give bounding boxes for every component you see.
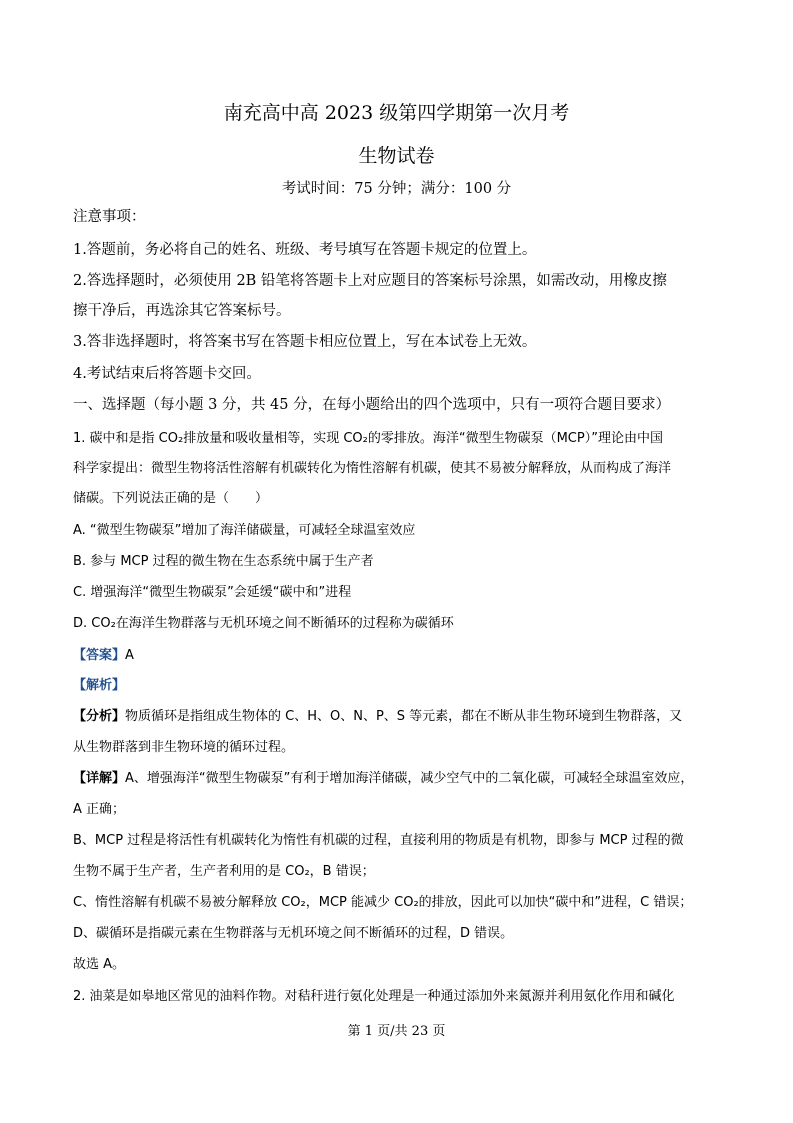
- xiangjie-text: C、惰性溶解有机碳不易被分解释放 CO₂，MCP 能减少 CO₂的排放，因此可以加快“碳中和”进程，C 错误；: [73, 895, 693, 910]
- notice-item: 1.答题前，务必将自己的姓名、班级、考号填写在答题卡规定的位置上。: [73, 242, 537, 258]
- xiangjie-text: A、增强海洋“微型生物碳泵”有利于增加海洋储碳，减少空气中的二氧化碳，可减轻全球温室效应，: [125, 771, 694, 786]
- xiangjie-line: [73, 770, 693, 788]
- xiangjie-text: 生物不属于生产者，生产者利用的是 CO₂，B 错误；: [73, 864, 375, 879]
- question-stem: 科学家提出：微型生物将活性溶解有机碳转化为惰性溶解有机碳，使其不易被分解释放，从而构成了海洋: [73, 461, 672, 476]
- page-number: 第 1 页/共 23 页: [347, 1024, 446, 1039]
- exam-title: 南充高中高 2023 级第四学期第一次月考: [223, 102, 570, 124]
- xiangjie-text: B、MCP 过程是将活性有机碳转化为惰性有机碳的过程，直接利用的物质是有机物，即参与 MCP 过程的微: [73, 833, 684, 848]
- notice-item: 擦干净后，再选涂其它答案标号。: [73, 303, 291, 319]
- notice-item: 2.答选择题时，必须使用 2B 铅笔将答题卡上对应题目的答案标号涂黑，如需改动，用橡皮擦: [73, 273, 667, 289]
- question-stem: 1. 碳中和是指 CO₂排放量和吸收量相等，实现 CO₂的零排放。海洋“微型生物碳泵（MCP）”理论由中国: [73, 431, 663, 446]
- answer-line: [73, 647, 134, 665]
- section-heading: 一、选择题（每小题 3 分，共 45 分，在每小题给出的四个选项中，只有一项符合题目要求）: [73, 397, 671, 413]
- fenxi-line: [73, 708, 682, 726]
- answer-value: A: [125, 648, 134, 663]
- option-b: B. 参与 MCP 过程的微生物在生态系统中属于生产者: [73, 554, 374, 569]
- exam-subtitle: 生物试卷: [358, 145, 435, 167]
- option-c: C. 增强海洋“微型生物碳泵”会延缓“碳中和”进程: [73, 585, 352, 600]
- xiangjie-text: A 正确；: [73, 802, 126, 817]
- analysis-line: [73, 677, 125, 695]
- fenxi-tag: 【分析】: [73, 709, 126, 724]
- notice-item: 3.答非选择题时，将答案书写在答题卡相应位置上，写在本试卷上无效。: [73, 334, 537, 350]
- notice-heading: 注意事项：: [73, 209, 146, 225]
- xiangjie-text: D、碳循环是指碳元素在生物群落与无机环境之间不断循环的过程，D 错误。: [73, 926, 514, 941]
- question-stem: 储碳。下列说法正确的是（ ）: [73, 491, 269, 506]
- fenxi-text: 从生物群落到非生物环境的循环过程。: [73, 740, 295, 755]
- option-d: D. CO₂在海洋生物群落与无机环境之间不断循环的过程称为碳循环: [73, 616, 454, 631]
- exam-info: 考试时间：75 分钟；满分：100 分: [281, 181, 512, 197]
- answer-tag: 【答案】: [73, 648, 126, 663]
- notice-item: 4.考试结束后将答题卡交回。: [73, 366, 261, 382]
- option-a: A. “微型生物碳泵”增加了海洋储碳量，可减轻全球温室效应: [73, 523, 416, 538]
- question-stem: 2. 油菜是如皋地区常见的油料作物。对秸秆进行氨化处理是一种通过添加外来氮源并利用氨化作用和碱化: [73, 989, 675, 1004]
- xiangjie-tag: 【详解】: [73, 771, 126, 786]
- fenxi-text: 物质循环是指组成生物体的 C、H、O、N、P、S 等元素，都在不断从非生物环境到生物群落，又: [125, 709, 683, 724]
- analysis-tag: 【解析】: [73, 678, 126, 693]
- conclusion-text: 故选 A。: [73, 957, 126, 972]
